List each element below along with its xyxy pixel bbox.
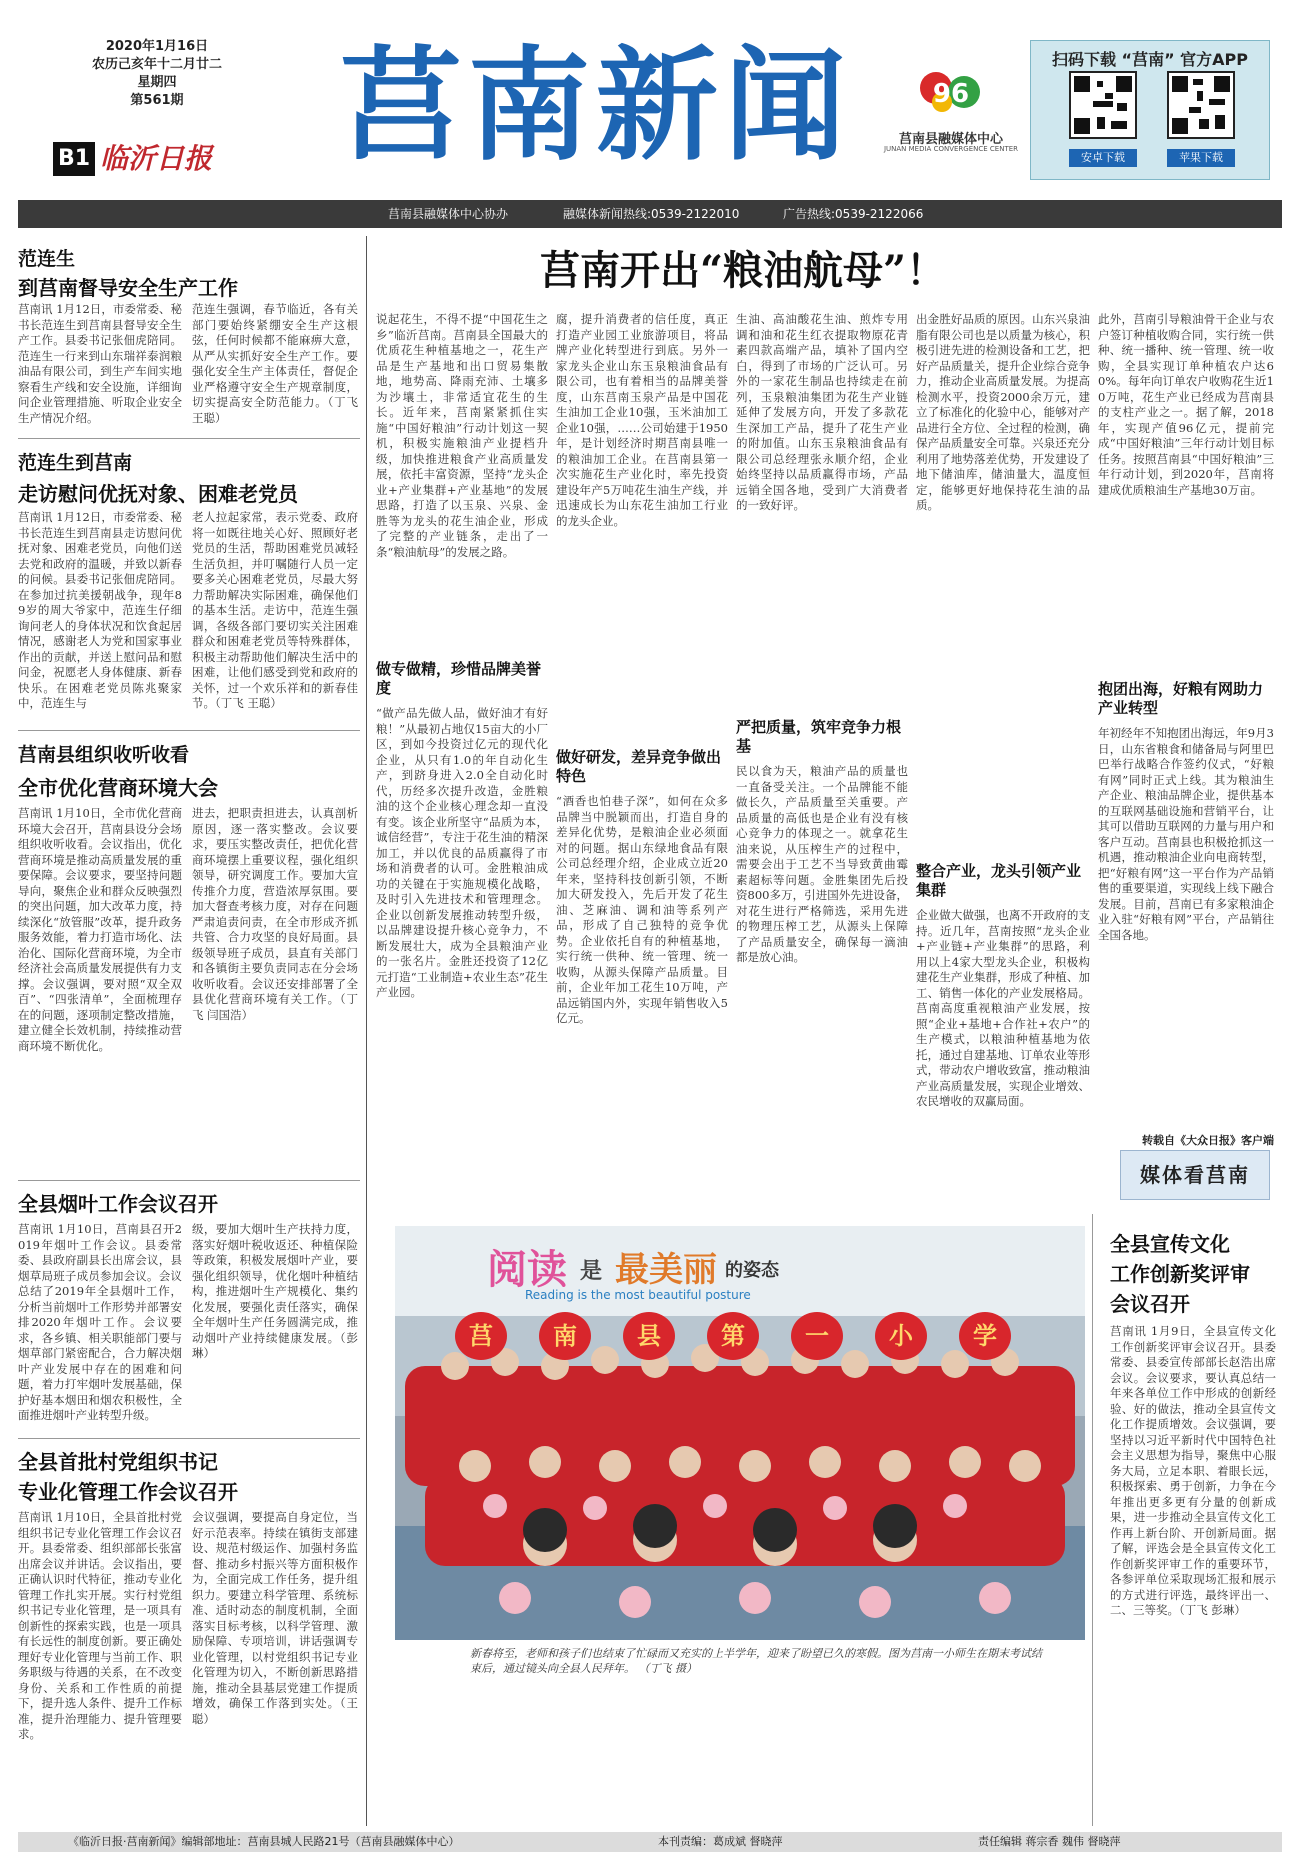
reprint-source: 转载自《大众日报》客户端: [1142, 1134, 1274, 1147]
article-title-line2: 工作创新奖评审: [1110, 1262, 1250, 1286]
main-col2: 腐，提升消费者的信任度，真正打造产业园工业旅游项目，将品牌产业化转型进行到底。另外一家龙头企业山东玉泉粮油食品有限公司，也有着相当的品牌美誉度，山东莒南玉泉产品是中国花生油加工企业10强，玉米油加工企业10强，……公司始建于1950年，是计划经济时期莒南县唯一的粮油加工企业。在莒南县第一次实施花生产业化时，率先投资建设年产5万吨花生油生产线，并迅速成长为山东花生油加工行业的龙头企业。: [556, 312, 728, 528]
column-divider: [366, 236, 367, 1826]
info-bar: [18, 200, 1282, 228]
article-body-left: 莒南讯 1月10日，全县首批村党组织书记专业化管理工作会议召开。县委常委、组织部部长张富出席会议并讲话。会议指出，要正确认识时代特征，推动专业化管理工作扎实开展。实行村党组织书记专业化管理，是一项具有创新性的探索实践，也是一项具有长远性的制度创新。要正确处理好专业化管理与当前工作、职务职级与待遇的关系，在不改变身份、关系和工作性质的前提下，提升选人条件、提升工作标准，提升治理能力、提升管理要求。: [18, 1510, 182, 1741]
article-body-right: 范连生强调，春节临近，各有关部门要始终紧绷安全生产这根弦，任何时候都不能麻痹大意，从严从实抓好安全生产工作。要强化安全生产主体责任，督促企业严格遵守安全生产规章制度，切实提高安全防范能力。（丁飞 王聪）: [192, 302, 358, 425]
lantern: 县: [623, 1312, 675, 1360]
media-center-english: JUNAN MEDIA CONVERGENCE CENTER: [883, 145, 1019, 153]
apple-qr-code[interactable]: [1167, 71, 1235, 139]
main-subhead-1: 做专做精，珍惜品牌美誉度: [376, 660, 542, 697]
article-body-right: 级，要加大烟叶生产扶持力度，落实好烟叶税收返还、种植保险等政策，积极发展烟叶产业，要强化组织领导，优化烟叶种植结构，推进烟叶生产规模化、集约化发展，要强化责任落实，确保全年烟叶生产任务圆满完成，推动烟叶产业持续健康发展。（彭琳）: [192, 1222, 358, 1360]
lantern: 南: [539, 1312, 591, 1360]
banner-most-beautiful: 最美丽: [615, 1250, 717, 1290]
article-kicker: 范连生: [18, 248, 76, 270]
issue-number: 第561期: [130, 93, 184, 108]
lantern: 小: [875, 1312, 927, 1360]
info-cosponsor: 莒南县融媒体中心协办: [388, 207, 509, 221]
article-kicker: 范连生到莒南: [18, 452, 133, 474]
lantern: 第: [707, 1312, 759, 1360]
main-col4b: 企业做大做强，也离不开政府的支持。近几年，莒南按照“龙头企业+产业链+产业集群”的思路，利用以上4家大型龙头企业，积极构建花生产业集群，形成了种植、加工、销售一体化的产业发展格局。莒南高度重视粮油产业发展，按照“企业+基地+合作社+农户”的生产模式，以粮油种植基地为依托，通过自建基地、订单农业等形式，带动农户增收致富，推动粮油产业高质量发展，实现企业增效、农民增收的双赢局面。: [916, 908, 1090, 1108]
article-title: 到莒南督导安全生产工作: [18, 276, 238, 300]
photo-credit: （丁飞 摄）: [638, 1662, 697, 1675]
main-col3: 生油、高油酸花生油、煎炸专用调和油和花生红衣提取物原花青素四款高端产品，填补了国内空白，得到了市场的广泛认可。另外的一家花生制品也持续走在前列，玉泉粮油集团为花生产业链延伸了发展方向，开发了多款花生深加工产品，提升了花生产业的附加值。山东玉泉粮油食品有限公司总经理张永顺介绍，企业始终坚持以品质赢得市场，产品远销全国各地，受到广大消费者的一致好评。: [736, 312, 908, 512]
footer-bar: [18, 1832, 1282, 1852]
info-news-hotline: 融媒体新闻热线:0539-2122010: [563, 207, 740, 221]
school-photo: [395, 1226, 1085, 1640]
issue-info: [77, 38, 237, 110]
article-title: 全县宣传文化: [1110, 1232, 1230, 1256]
paper-title: 莒南新闻: [340, 35, 852, 177]
android-download-label[interactable]: 安卓下载: [1069, 149, 1137, 167]
article-title: 走访慰问优抚对象、困难老党员: [18, 482, 298, 506]
footer-address: 《临沂日报·莒南新闻》编辑部地址：莒南县城人民路21号（莒南县融媒体中心）: [68, 1835, 460, 1848]
photo-caption-text: 新春将至，老师和孩子们也结束了忙碌而又充实的上半学年，迎来了盼望已久的寒假。图为莒南一小师生在期末考试结束后，通过镜头向全县人民拜年。: [470, 1647, 1042, 1675]
main-col1b: “做产品先做人品，做好油才有好粮！”从最初占地仅15亩大的小厂区，到如今投资过亿元的现代化企业，从只有1.0的年自动化生产，到跻身进入2.0全自动化时代，历经多次提升改造，金胜粮油的这个企业核心理念却一直没有变。该企业所坚守“品质为本，诚信经营”，专注于花生油的精深加工，并以优良的品质赢得了市场和消费者的认可。金胜粮油成功的关键在于实施规模化战略，及时引入先进技术和管理理念。企业以创新发展推动转型升级，以品牌建设提升核心竞争力，不断发展壮大，成为全县粮油产业的一张名片。金胜还投资了12亿元打造“工业制造+农业生态”花生产业园。: [376, 706, 548, 999]
lantern: 学: [959, 1312, 1011, 1360]
lantern: 一: [791, 1312, 843, 1360]
main-subhead-5: 抱团出海，好粮有网助力产业转型: [1098, 680, 1264, 717]
article-title-line3: 会议召开: [1110, 1292, 1190, 1316]
logo-96-icon: [902, 58, 1000, 128]
info-ad-hotline: 广告热线:0539-2122066: [783, 207, 924, 221]
article-body-left: 莒南讯 1月12日，市委常委、秘书长范连生到莒南县督导安全生产工作。县委书记张佃虎陪同。范连生一行来到山东瑞祥泰润粮油品有限公司，到生产车间实地察看生产线和安全设施，详细询问企业管理措施、听取企业安全生产情况介绍。: [18, 302, 182, 425]
divider: [18, 1180, 360, 1181]
divider: [18, 730, 360, 731]
article-title-line2: 专业化管理工作会议召开: [18, 1480, 238, 1504]
qr-android-icon: [1071, 73, 1135, 137]
main-col5: 此外，莒南引导粮油骨干企业与农户签订种植收购合同，实行统一供种、统一播种、统一管理、统一收购，全县实现订单种植农户达60%。每年向订单农户收购花生近10万吨，花生产业已经成为莒南县的支柱产业之一。据了解，2018年，实现产值96亿元，提前完成“中国好粮油”三年行动计划目标任务。按照莒南县“中国好粮油”三年行动计划，到2020年，莒南将建成优质粮油生产基地30万亩。: [1098, 312, 1274, 497]
media-center-name: 莒南县融媒体中心: [898, 132, 1003, 147]
article-body-left: 莒南讯 1月10日，莒南县召开2019年烟叶工作会议。县委常委、县政府副县长出席会议，县烟草局班子成员参加会议。会议总结了2019年全县烟叶工作，分析当前烟叶工作形势并部署安排2020年烟叶工作。会议要求，各乡镇、相关职能部门要与烟草部门紧密配合，合力解决烟叶产业发展中存在的困难和问题，着力打牢烟叶发展基础，保护好基本烟田和烟农积极性，全面推进烟叶产业转型升级。: [18, 1222, 182, 1422]
android-qr-code[interactable]: [1069, 71, 1137, 139]
media-center-logo: [902, 58, 1000, 128]
footer-responsible: 责任编辑 蒋宗香 魏伟 督晓萍: [978, 1835, 1121, 1848]
article-title: 全县首批村党组织书记: [18, 1450, 218, 1474]
main-col3b: 民以食为天，粮油产品的质量也一直备受关注。一个品牌能不能做长久，产品质量至关重要。产品质量的高低也是企业有没有核心竞争力的体现之一。就拿花生油来说，从压榨生产的过程中，需要会出于工艺不当导致黄曲霉素超标等问题。金胜集团先后投资800多万，引进国外先进设备，对花生进行严格筛选，采用先进的物理压榨工艺，从源头上保障了产品质量安全，确保每一滴油都是放心油。: [736, 764, 908, 964]
banner-posture: 的姿态: [725, 1260, 779, 1281]
article-title: 全县烟叶工作会议召开: [18, 1192, 218, 1216]
main-col4: 出金胜好品质的原因。山东兴泉油脂有限公司也是以质量为核心，积极引进先进的检测设备和工艺，把好产品质量关，提升企业综合竞争力，推动企业高质量发展。为提高检测水平，投资2000余万元，建立了标准化的化验中心，能够对产品进行全方位、全过程的检测，确保产品质量安全可靠。兴泉还充分利用了地势落差优势，开发建设了地下储油库，储油量大，温度恒定，能够更好地保持花生油的品质。: [916, 312, 1090, 512]
main-col1: 说起花生，不得不提“中国花生之乡”临沂莒南。莒南县全国最大的优质花生种植基地之一，花生产品是生产基地和出口贸易集散地，地势高、降雨充沛、土壤多为沙壤土，非常适宜花生的生长。近年来，莒南紧紧抓住实施“中国好粮油”行动计划这一契机，积极实施粮油产业提档升级，加快推进粮食产业高质量发展，依托丰富资源，坚持“龙头企业+产业集群+产业基地”的发展思路，打造了以玉泉、兴泉、金胜等为龙头的花生油企业，形成了完整的产业链条，走出了一条“粮油航母”的发展之路。: [376, 312, 548, 559]
lantern: 莒: [455, 1312, 507, 1360]
issue-lunar: 农历己亥年十二月廿二: [91, 57, 222, 72]
article-body-left: 莒南讯 1月12日，市委常委、秘书长范连生到莒南县走访慰问优抚对象、困难老党员，向他们送去党和政府的温暖，并致以新春的问候。县委书记张佃虎陪同。在参加过抗美援朝战争，现年89岁的周大爷家中，范连生仔细询问老人的身体状况和饮食起居情况，感谢老人为党和国家事业作出的贡献，并送上慰问品和慰问金，祝愿老人身体健康、新春快乐。在困难老党员陈兆聚家中，范连生与: [18, 510, 182, 710]
main-subhead-4: 整合产业，龙头引领产业集群: [916, 862, 1082, 899]
main-headline: 莒南开出“粮油航母”！: [540, 247, 947, 294]
parent-paper-logo: 临沂日报: [100, 142, 213, 175]
column-divider: [1092, 1214, 1093, 1826]
main-col5b: 年初经年不知抱团出海远，年9月3日，山东省粮食和储备局与阿里巴巴举行战略合作签约仪式，“好粮有网”同时正式上线。其为粮油生产企业、粮油品牌企业，提供基本的互联网基础设施和营销平台，让其可以借助互联网的力量与用户和客户互动。莒南县也积极抢抓这一机遇，推动粮油企业向电商转型，把“好粮有网”这一平台作为产品销售的重要渠道，实现线上线下融合发展。目前，莒南已有多家粮油企业入驻“好粮有网”平台，产品销往全国各地。: [1098, 726, 1274, 942]
divider: [18, 438, 360, 439]
app-download-title: 扫码下载 “莒南” 官方APP: [1051, 50, 1248, 69]
divider: [18, 1438, 360, 1439]
main-subhead-3: 严把质量，筑牢竞争力根基: [736, 718, 902, 755]
lantern-row: [455, 1312, 1015, 1360]
banner-english: Reading is the most beautiful posture: [525, 1288, 751, 1302]
main-subhead-2: 做好研发，差异竞争做出特色: [556, 748, 722, 785]
qr-apple-icon: [1169, 73, 1233, 137]
article-body-left: 莒南讯 1月10日，全市优化营商环境大会召开，莒南县设分会场组织收听收看。会议指出，优化营商环境是推动高质量发展的重要保障。会议要求，要坚持问题导向，聚焦企业和群众反映强烈的突出问题，加大改革力度，持续深化“放管服”改革，提升政务服务效能，着力打造市场化、法治化、国际化营商环境，为全市经济社会高质量发展提供有力支撑。会议强调，要对照“双全双百”、“四张清单”，全面梳理存在的问题，逐项制定整改措施，建立健全长效机制，持续推动营商环境不断优化。: [18, 806, 182, 1053]
banner-is: 是: [580, 1259, 603, 1284]
app-download-box: [1030, 40, 1270, 180]
main-col2b: “酒香也怕巷子深”，如何在众多品牌当中脱颖而出，打造自身的差异化优势，是粮油企业必须面对的问题。据山东绿地食品有限公司总经理介绍，企业成立近20年来，坚持科技创新引领，不断加大研发投入，先后开发了花生油、芝麻油、调和油等系列产品，形成了自己独特的竞争优势。企业依托自有的种植基地，实行统一供种、统一管理、统一收购，从源头保障产品质量。目前，企业年加工花生10万吨，产品远销国内外，实现年销售收入5亿元。: [556, 794, 728, 1025]
section-badge: B1: [53, 142, 95, 176]
footer-editors: 本刊责编：葛成斌 督晓萍: [658, 1835, 783, 1848]
article-body-right: 会议强调，要提高自身定位，当好示范表率。持续在镇街支部建设、规范村级运作、加强村务监督、推动乡村振兴等方面积极作为，全面完成工作任务，提升组织力。要建立科学管理、系统标准、适时动态的制度机制，全面落实目标考核，以科学管理、激励保障、专项培训，讲话强调专业化管理，以村党组织书记专业化管理为切入，不断创新思路措施，推动全县基层党建工作提质增效，确保工作落到实处。（王聪）: [192, 1510, 358, 1726]
photo-caption: [470, 1646, 1050, 1676]
apple-download-label[interactable]: 苹果下载: [1167, 149, 1235, 167]
logo-number: 96: [932, 79, 970, 109]
issue-date: 2020年1月16日: [105, 39, 209, 54]
article-body-right: 进去，把职责担进去，认真剖析原因，逐一落实整改。会议要求，要压实整改责任，把优化营商环境摆上重要议程，强化组织领导，研究调度工作。要加大宣传推介力度，营造浓厚氛围。要加大督查考核力度，对存在问题严肃追责问责，在全市形成齐抓共管、合力攻坚的良好局面。县级领导班子成员，县直有关部门和各镇街主要负责同志在分会场收听收看。会议还安排部署了全县优化营商环境有关工作。（丁飞 闫国浩）: [192, 806, 358, 1022]
article-body: 莒南讯 1月9日，全县宣传文化工作创新奖评审会议召开。县委常委、县委宣传部部长赵浩出席会议。会议要求，要认真总结一年来各单位工作中形成的创新经验、好的做法，推动全县宣传文化工作提质增效。会议强调，要坚持以习近平新时代中国特色社会主义思想为指导，聚焦中心服务大局，立足本职、着眼长远，积极探索、勇于创新，力争在今年推出更多更有分量的创新成果，进一步推动全县宣传文化工作再上新台阶、开创新局面。据了解，评选会是全县宣传文化工作创新奖评审工作的重要环节，各参评单位采取现场汇报和展示的方式进行评选，最终评出一、二、三等奖。（丁飞 彭琳）: [1110, 1324, 1276, 1617]
banner-read: 阅读: [487, 1247, 567, 1293]
article-kicker: 莒南县组织收听收看: [18, 744, 190, 766]
article-title: 全市优化营商环境大会: [18, 776, 218, 800]
media-view-label: 媒体看莒南: [1120, 1150, 1270, 1200]
article-body-right: 老人拉起家常，表示党委、政府将一如既往地关心好、照顾好老党员的生活，帮助困难党员减轻生活负担，并叮嘱随行人员一定要多关心困难老党员，尽最大努力帮助解决实际困难，确保他们的基本生活。走访中，范连生强调，各级各部门要切实关注困难群众和困难老党员等特殊群体，积极主动帮助他们解决生活中的困难，让他们感受到党和政府的关怀，过一个欢乐祥和的新春佳节。（丁飞 王聪）: [192, 510, 358, 710]
issue-weekday: 星期四: [137, 75, 177, 90]
